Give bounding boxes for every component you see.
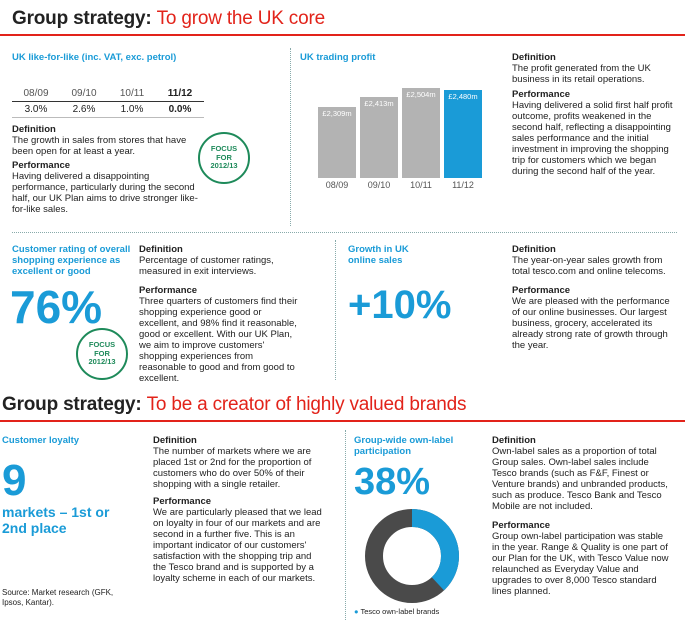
lfl-value-2: 2.6%	[60, 102, 108, 118]
section2-title-red: To be a creator of highly valued brands	[146, 394, 467, 415]
focus-badge-line2: FOR	[216, 152, 232, 162]
profit-bar-label-3: £2,504m	[406, 90, 436, 99]
divider-row1	[12, 232, 677, 233]
profit-title: UK trading profit	[300, 52, 376, 63]
ownlabel-performance-text: Group own-label participation was stable in the year. Range & Quality is one part of our Plan for the UK, with Tesco Value now relaunched as Everyday Value and upgrades to over 8,000 Tesco standard lines planned.	[492, 531, 669, 597]
focus-badge-2-line1: FOCUS	[88, 340, 116, 350]
focus-badge-2-line3: 2012/13	[88, 357, 116, 367]
loyalty-source: Source: Market research (GFK, Ipsos, Kantar).	[2, 588, 114, 607]
lfl-performance-text: Having delivered a disappointing performance, particularly during the second half, our UK Plan aims to drive stronger like-for-like sales.	[12, 171, 198, 215]
ownlabel-title: Group-wide own-label participation	[354, 435, 454, 457]
section1-heading	[12, 8, 325, 30]
section1-title-bold: Group strategy:	[12, 8, 152, 29]
focus-badge-line3: 2012/13	[210, 161, 238, 171]
divider-vertical-mid	[335, 240, 336, 380]
lfl-definition-label: Definition	[12, 124, 56, 135]
online-definition-label: Definition	[512, 244, 556, 255]
focus-badge-2	[76, 328, 128, 380]
divider-vertical-top	[290, 48, 291, 226]
section2-rule	[0, 420, 685, 422]
loyalty-performance-text: We are particularly pleased that we lead on loyalty in four of our markets and are second in a further five. This is an important indicator of our customers' satisfaction with the shopping trip and the Tesco brand and is supported by a loyalty scheme in each of our markets.	[153, 507, 322, 584]
lfl-value-4: 0.0%	[156, 102, 204, 118]
ownlabel-donut	[364, 508, 460, 604]
profit-x-label-1: 08/09	[325, 180, 349, 190]
profit-x-labels	[318, 180, 488, 192]
profit-performance-label: Performance	[512, 89, 571, 100]
profit-x-label-2: 09/10	[367, 180, 391, 190]
lfl-definition-text: The growth in sales from stores that have been open for at least a year.	[12, 135, 187, 157]
online-title: Growth in UK online sales	[348, 244, 409, 266]
profit-performance-text: Having delivered a solid first half profit outcome, profits weakened in the second half, reflecting a disappointing sales performance and the initial investment in improving the shopping trip for customers which we began during the second half of the year.	[512, 100, 673, 177]
ownlabel-legend	[354, 606, 439, 617]
lfl-performance-label: Performance	[12, 160, 71, 171]
focus-badge	[198, 132, 250, 184]
section1-title-red: To grow the UK core	[156, 8, 325, 29]
profit-bar-label-4: £2,480m	[448, 92, 478, 101]
focus-badge-2-line2: FOR	[94, 348, 110, 358]
ownlabel-big-value: 38%	[354, 461, 431, 503]
profit-x-label-3: 10/11	[410, 180, 432, 190]
loyalty-definition-label: Definition	[153, 435, 197, 446]
rating-title: Customer rating of overall shopping experience as excellent or good	[12, 244, 131, 277]
ownlabel-definition-text: Own-label sales as a proportion of total Group sales. Own-label sales include Tesco brands (such as F&F, Finest or Venture brands) and unbranded products, such as produce. Tesco Bank and Tesco Mobile are not included.	[492, 446, 668, 512]
profit-definition-label: Definition	[512, 52, 556, 63]
profit-bar-label-2: £2,413m	[364, 99, 394, 108]
ownlabel-performance-label: Performance	[492, 520, 551, 531]
rating-big-value: 76%	[10, 281, 103, 333]
lfl-table	[12, 86, 204, 118]
online-performance-text: We are pleased with the performance of our online businesses. Our largest business, grocery, accelerated its already strong rate of growth through the year.	[512, 296, 670, 351]
lfl-year-3: 10/11	[108, 86, 156, 102]
online-performance-label: Performance	[512, 285, 571, 296]
lfl-value-3: 1.0%	[108, 102, 156, 118]
online-definition-text: The year-on-year sales growth from total tesco.com and online telecoms.	[512, 255, 666, 277]
lfl-title: UK like-for-like (inc. VAT, exc. petrol)	[12, 52, 177, 63]
online-big-value: +10%	[348, 283, 452, 327]
lfl-year-4: 11/12	[156, 86, 204, 102]
section2-title-bold: Group strategy:	[2, 394, 142, 415]
ownlabel-definition-label: Definition	[492, 435, 536, 446]
profit-x-label-4: 11/12	[452, 180, 474, 190]
lfl-year-2: 09/10	[60, 86, 108, 102]
rating-definition-text: Percentage of customer ratings, measured in exit interviews.	[139, 255, 274, 277]
rating-definition-label: Definition	[139, 244, 183, 255]
loyalty-sub-value: markets – 1st or 2nd place	[2, 504, 110, 536]
profit-bars	[318, 78, 488, 178]
lfl-value-1: 3.0%	[12, 102, 60, 118]
divider-vertical-bottom	[345, 430, 346, 620]
profit-bar-2	[360, 97, 398, 178]
profit-bar-label-1: £2,309m	[322, 109, 352, 118]
section1-rule	[0, 34, 685, 36]
focus-badge-line1: FOCUS	[210, 144, 238, 154]
profit-definition-text: The profit generated from the UK business in its retail operations.	[512, 63, 651, 85]
section2-heading	[2, 394, 466, 416]
rating-performance-label: Performance	[139, 285, 198, 296]
profit-chart	[318, 78, 488, 178]
loyalty-title: Customer loyalty	[2, 435, 80, 446]
ownlabel-legend-text: Tesco own-label brands	[360, 607, 440, 616]
rating-performance-text: Three quarters of customers find their shopping experience good or excellent, and 98% find it reasonable, good or excellent. With our UK Plan, we aim to improve customers' shopping experiences from reasonable to good and from good to excellent.	[139, 296, 298, 384]
profit-bar-1	[318, 107, 356, 178]
loyalty-performance-label: Performance	[153, 496, 212, 507]
lfl-year-1: 08/09	[12, 86, 60, 102]
loyalty-big-value: 9	[2, 456, 27, 505]
loyalty-definition-text: The number of markets where we are placed 1st or 2nd for the proportion of customers who do over 50% of their shopping with a single retailer.	[153, 446, 312, 490]
profit-bar-3	[402, 88, 440, 178]
legend-dot-icon: ●	[354, 607, 359, 616]
profit-bar-4	[444, 90, 482, 178]
